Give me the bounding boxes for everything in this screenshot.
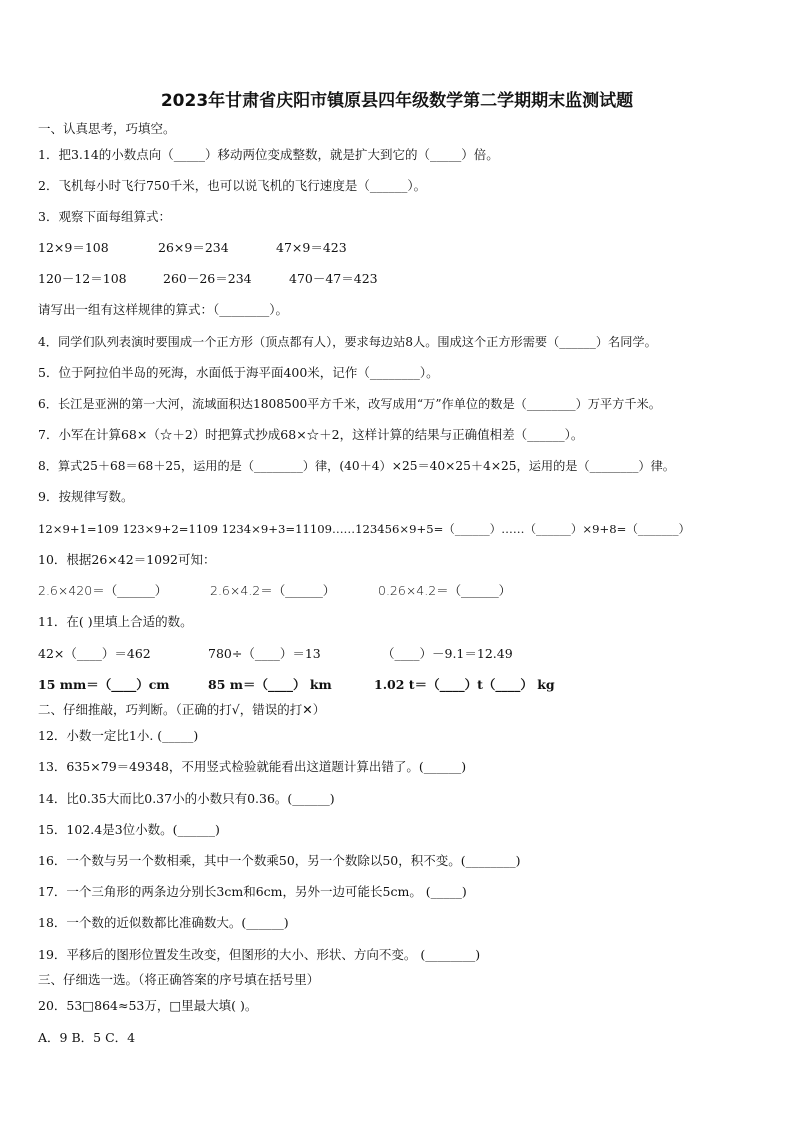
question-1: 1．把3.14的小数点向（_____）移动两位变成整数，就是扩大到它的（_____）倍。 [38,147,499,162]
question-14: 14．比0.35大而比0.37小的小数只有0.36。(______) [38,791,335,806]
q3-row1-expr2: 26×9＝234 [158,240,229,255]
section-2-heading: 二、仔细推敲，巧判断。（正确的打√，错误的打✕） [38,702,326,717]
question-20: 20．53□864≈53万，□里最大填( )。 [38,998,258,1013]
q10-item-3: 0.26×4.2＝（______） [378,583,512,598]
q11-row1-item1: 42×（____）＝462 [38,646,151,661]
question-6: 6．长江是亚洲的第一大河，流域面积达1808500平方千米，改写成用“万”作单位的数是（________）万平方千米。 [38,397,661,411]
section-3-heading: 三、仔细选一选。（将正确答案的序号填在括号里） [38,972,320,987]
question-15: 15．102.4是3位小数。(______) [38,822,220,837]
question-3: 3．观察下面每组算式： [38,209,171,224]
question-16: 16．一个数与另一个数相乘，其中一个数乘50，另一个数除以50，积不变。(________) [38,853,521,868]
q3-row1-expr3: 47×9＝423 [276,240,347,255]
question-4: 4．同学们队列表演时要围成一个正方形（顶点都有人），要求每边站8人。围成这个正方形需要（______）名同学。 [38,335,657,349]
question-9: 9．按规律写数。 [38,489,134,504]
question-11: 11．在( )里填上合适的数。 [38,614,193,629]
q11-row2-item1: 15 mm＝（____）cm [38,677,170,692]
question-20-options: A．9 B．5 C．4 [38,1030,136,1045]
question-2: 2．飞机每小时飞行750千米，也可以说飞机的飞行速度是（______）。 [38,178,427,193]
q3-row2-expr2: 260－26＝234 [163,271,252,286]
page-title: 2023年甘肃省庆阳市镇原县四年级数学第二学期期末监测试题 [160,91,634,111]
question-7: 7．小军在计算68×（☆＋2）时把算式抄成68×☆＋2，这样计算的结果与正确值相差（______）。 [38,427,584,442]
q3-row2-expr3: 470－47＝423 [289,271,378,286]
section-1-heading: 一、认真思考，巧填空。 [38,121,176,136]
question-12: 12．小数一定比1小. (_____) [38,728,199,743]
question-5: 5．位于阿拉伯半岛的死海，水面低于海平面400米，记作（________）。 [38,365,439,380]
q11-row1-item2: 780÷（____）＝13 [208,646,321,661]
q3-row2-expr1: 120－12＝108 [38,271,127,286]
q11-row2-item2: 85 m＝（____） km [208,677,332,692]
question-9-sequence: 12×9+1=109 123×9+2=1109 1234×9+3=11109……123456×9+5=（______）……（______）×9+8=（_______） [38,522,691,536]
question-19: 19．平移后的图形位置发生改变，但图形的大小、形状、方向不变。 (________) [38,947,481,962]
question-10: 10．根据26×42＝1092可知： [38,552,216,567]
q11-row1-item3: （____）－9.1＝12.49 [382,646,513,661]
question-18: 18．一个数的近似数都比准确数大。(______) [38,915,289,930]
question-3-ask: 请写出一组有这样规律的算式：（________）。 [38,302,289,317]
question-8: 8．算式25＋68＝68＋25，运用的是（________）律，(40＋4）×25＝40×25＋4×25，运用的是（________）律。 [38,459,675,473]
q10-item-2: 2.6×4.2＝（______） [210,583,336,598]
q3-row1-expr1: 12×9＝108 [38,240,109,255]
q11-row2-item3: 1.02 t＝（____）t（____） kg [374,677,555,692]
q10-item-1: 2.6×420＝（______） [38,583,168,598]
question-17: 17．一个三角形的两条边分别长3cm和6cm，另外一边可能长5cm。 (_____) [38,884,467,899]
question-13: 13．635×79＝49348，不用竖式检验就能看出这道题计算出错了。(______) [38,759,467,774]
